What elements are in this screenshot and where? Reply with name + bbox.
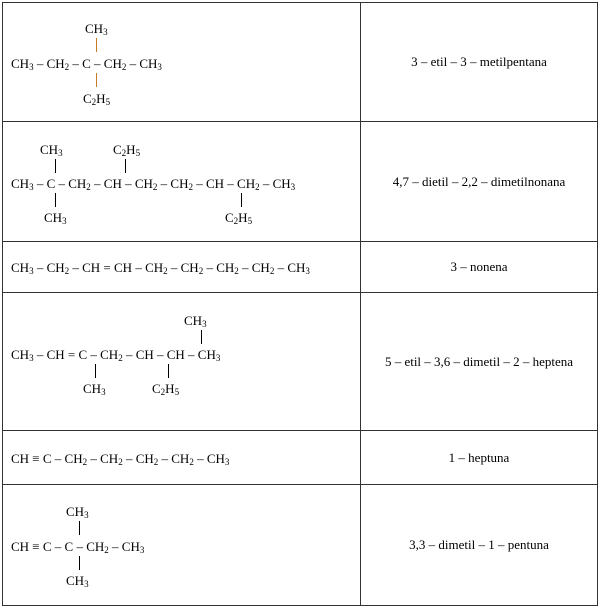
nomenclature-table [2, 2, 598, 606]
formula-substituent-top: $CH_3$ [40, 142, 63, 158]
bond-line [96, 38, 97, 52]
structural-formula [3, 3, 360, 121]
formula-substituent-bottom: $CH_3$ [66, 573, 89, 589]
formula-substituent-top: $CH_3$ [66, 504, 89, 520]
formula-substituent-bottom: $C_2H_5$ [152, 381, 180, 397]
formula-substituent-bottom: $CH_3$ [44, 210, 67, 226]
formula-substituent-bottom: $C_2H_5$ [225, 210, 253, 226]
bond-line [168, 364, 169, 378]
table-row [2, 484, 598, 606]
formula-main-chain: $CH_3$ – C – $CH_2$ – CH – $CH_2 - CH_2$ – CH – $CH_2 - CH_3$ [11, 176, 296, 192]
formula-substituent-bottom: $CH_3$ [83, 381, 106, 397]
bond-line [79, 556, 80, 570]
bond-line [125, 159, 126, 173]
iupac-name: 3 – etil – 3 – metilpentana [411, 54, 547, 69]
table-row [2, 2, 598, 121]
structural-formula [3, 293, 360, 430]
bond-line [201, 330, 202, 344]
formula-substituent-top: $CH_3$ [184, 313, 207, 329]
bond-line [96, 73, 97, 87]
iupac-name: 1 – heptuna [448, 449, 510, 465]
structural-formula [3, 485, 360, 605]
iupac-name: 3,3 – dimetil – 1 – pentuna [409, 537, 549, 552]
iupac-name: 3 – nonena [450, 259, 508, 274]
structural-formula [3, 242, 360, 292]
bond-line [241, 193, 242, 207]
iupac-name: 5 – etil – 3,6 – dimetil – 2 – heptena [384, 353, 574, 369]
table-row [2, 292, 598, 430]
structural-formula [3, 122, 360, 241]
iupac-name: 4,7 – dietil – 2,2 – dimetilnonana [392, 173, 566, 189]
bond-line [55, 193, 56, 207]
formula-main-chain: $CH_3 - CH_2$ – CH = CH – $CH_2 - CH_2 - CH_2 - CH_2 - CH_3$ [11, 260, 310, 276]
table-row [2, 241, 598, 292]
formula-main-chain: CH ≡ C – C – $CH_2 - CH_3$ [11, 539, 145, 555]
formula-main-chain: CH ≡ C – $CH_2 - CH_2 - CH_2 - CH_2 - CH_3$ [11, 451, 230, 467]
structural-formula [3, 431, 360, 484]
formula-main-chain: $CH_3$ – CH = C – $CH_2$ – CH – CH – $CH_3$ [11, 347, 221, 363]
bond-line [79, 521, 80, 535]
table-row [2, 121, 598, 241]
table-row [2, 430, 598, 484]
bond-line [95, 364, 96, 378]
formula-substituent-top: $CH_3$ [85, 21, 108, 37]
formula-substituent-bottom: $C_2H_5$ [83, 91, 111, 107]
bond-line [55, 159, 56, 173]
formula-substituent-top: $C_2H_5$ [113, 142, 141, 158]
formula-main-chain: $CH_3 - CH_2$ – C – $CH_2 - CH_3$ [11, 56, 162, 72]
